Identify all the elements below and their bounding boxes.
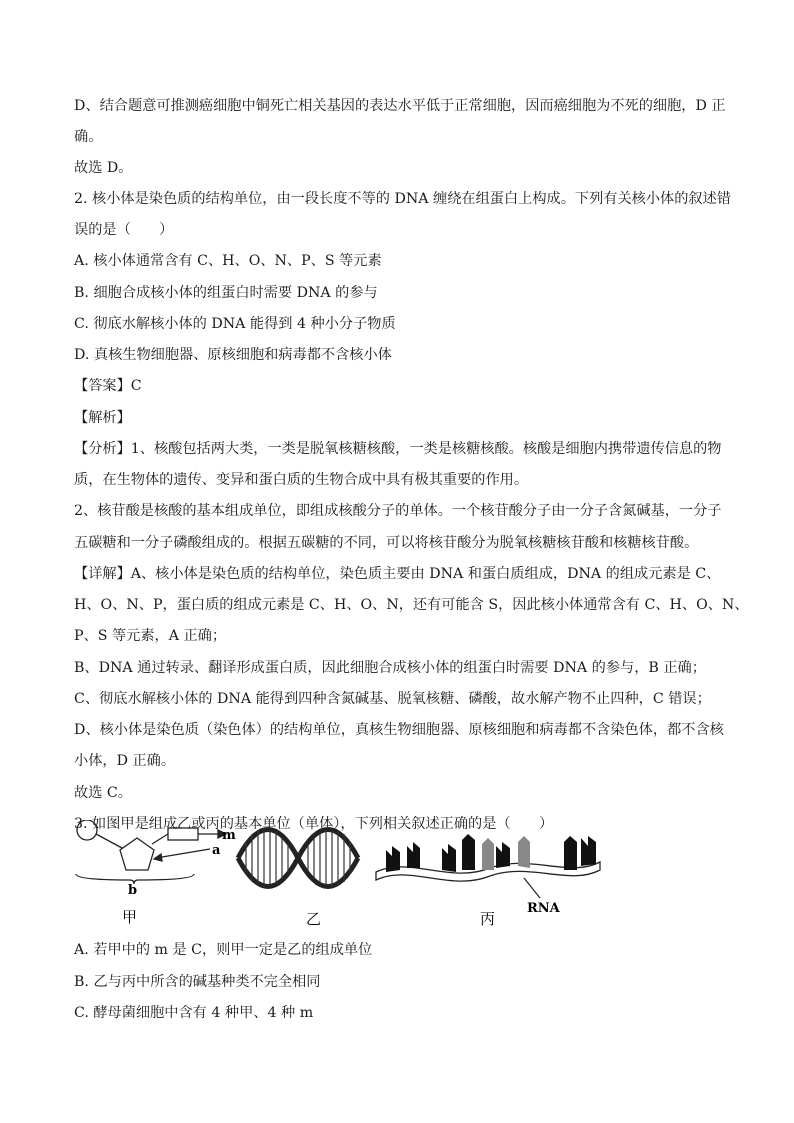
nucleotide-diagram — [76, 820, 226, 884]
answer-line: 【答案】C — [74, 378, 142, 394]
question-3-figure — [70, 820, 610, 940]
detail-line: P、S 等元素，A 正确； — [74, 628, 227, 644]
detail-line: B、DNA 通过转录、翻译形成蛋白质，因此细胞合成核小体的组蛋白时需要 DNA 的参与，B 正确； — [74, 660, 706, 676]
rna-strand — [376, 834, 600, 898]
q3-option-b: B. 乙与丙中所含的碱基种类不完全相同 — [74, 974, 321, 990]
q3-option-a: A. 若甲中的 m 是 C，则甲一定是乙的组成单位 — [74, 942, 373, 958]
q3-option-c: C. 酵母菌细胞中含有 4 种甲、4 种 m — [74, 1005, 314, 1021]
detail-line: 小体，D 正确。 — [74, 753, 176, 769]
detail-line: 【详解】A、核小体是染色质的结构单位，染色质主要由 DNA 和蛋白质组成，DNA 的组成元素是 C、 — [74, 566, 721, 582]
text-line: D、结合题意可推测癌细胞中铜死亡相关基因的表达水平低于正常细胞，因而癌细胞为不死的细胞，D 正 — [74, 98, 726, 114]
caption-yi: 乙 — [306, 910, 322, 928]
analysis-line: 五碳糖和一分子磷酸组成的。根据五碳糖的不同，可以将核苷酸分为脱氧核糖核苷酸和核糖核苷酸。 — [74, 535, 699, 551]
choose-line: 故选 C。 — [74, 785, 132, 801]
analysis-line: 2、核苷酸是核酸的基本组成单位，即组成核酸分子的单体。一个核苷酸分子由一分子含氮碱基，一分子 — [74, 503, 722, 519]
label-a: a — [212, 843, 221, 858]
detail-line: C、彻底水解核小体的 DNA 能得到四种含氮碱基、脱氧核糖、磷酸，故水解产物不止四种，C 错误； — [74, 691, 711, 707]
option-c: C. 彻底水解核小体的 DNA 能得到 4 种小分子物质 — [74, 316, 396, 332]
option-b: B. 细胞合成核小体的组蛋白时需要 DNA 的参与 — [74, 285, 378, 301]
label-b: b — [128, 883, 138, 898]
text-line: 故选 D。 — [74, 160, 133, 176]
caption-bing: 丙 — [480, 910, 496, 928]
question-2-stem: 2. 核小体是染色质的结构单位，由一段长度不等的 DNA 缠绕在组蛋白上构成。下列有关核小体的叙述错 — [74, 191, 731, 207]
detail-line: D、核小体是染色质（染色体）的结构单位，真核生物细胞器、原核细胞和病毒都不含染色体，都不含核 — [74, 722, 724, 738]
dna-double-helix — [238, 829, 358, 887]
question-2-stem-cont: 误的是（ ） — [74, 222, 174, 238]
analysis-heading: 【解析】 — [74, 410, 131, 426]
analysis-line: 【分析】1、核酸包括两大类，一类是脱氧核糖核酸，一类是核糖核酸。核酸是细胞内携带遗传信息的物 — [74, 441, 722, 457]
question-3-stem: 3. 如图甲是组成乙或丙的基本单位（单体），下列相关叙述正确的是（ ） — [74, 816, 554, 832]
option-a: A. 核小体通常含有 C、H、O、N、P、S 等元素 — [74, 253, 382, 269]
analysis-line: 质，在生物体的遗传、变异和蛋白质的生物合成中具有极其重要的作用。 — [74, 472, 529, 488]
label-m: m — [222, 828, 236, 843]
text-line: 确。 — [74, 129, 103, 145]
detail-line: H、O、N、P，蛋白质的组成元素是 C、H、O、N，还有可能含 S，因此核小体通常含有 C、H、O、N、 — [74, 597, 749, 613]
label-rna: RNA — [527, 901, 560, 916]
caption-jia: 甲 — [122, 908, 138, 926]
option-d: D. 真核生物细胞器、原核细胞和病毒都不含核小体 — [74, 347, 392, 363]
